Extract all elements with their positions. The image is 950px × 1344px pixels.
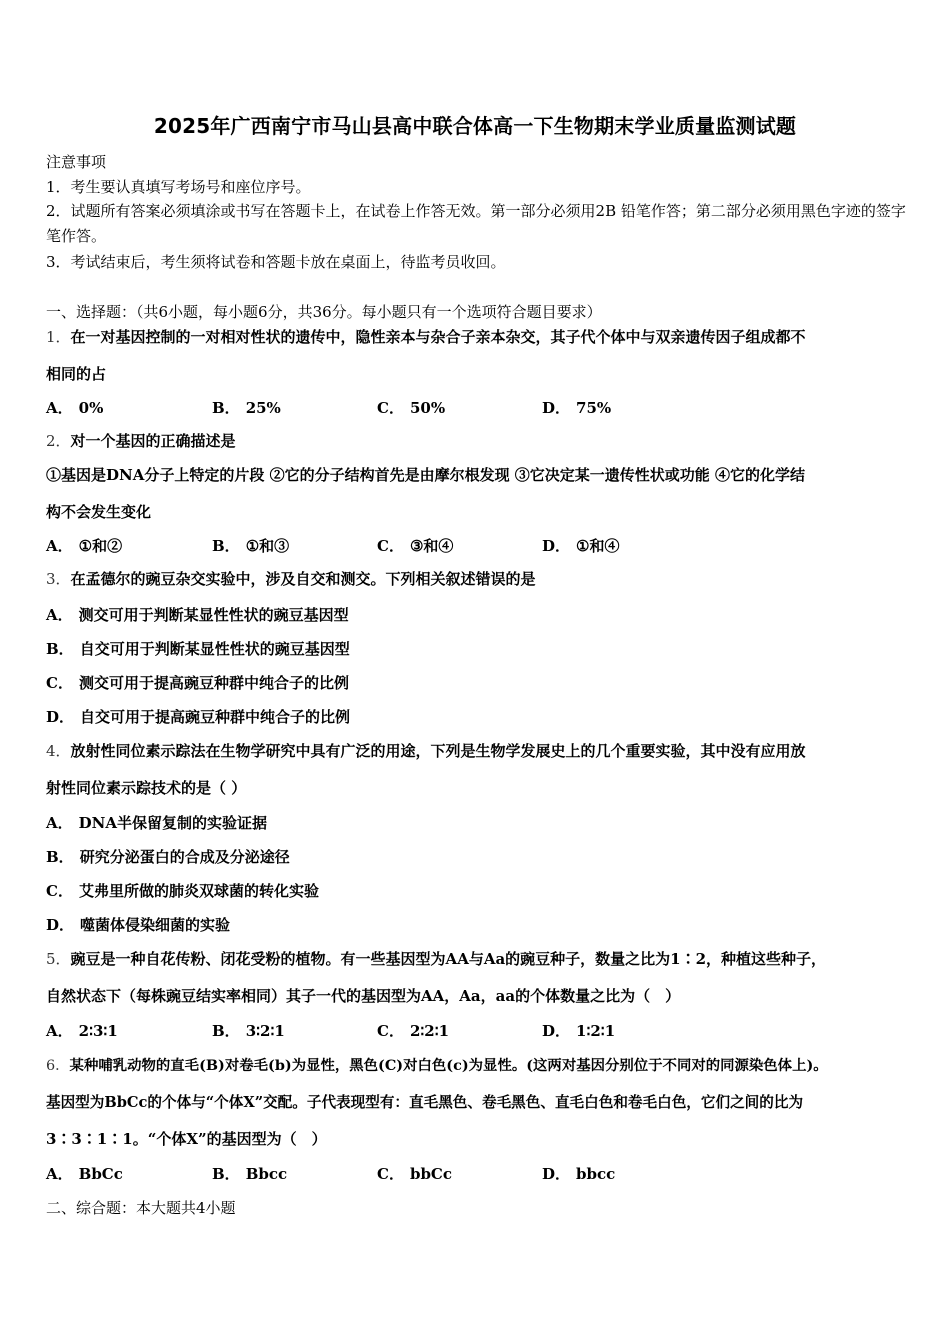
question-1-stem-cont: 相同的占 [46,365,107,383]
notice-item: 3．考试结束后，考生须将试卷和答题卡放在桌面上，待监考员收回。 [46,253,506,271]
option-b[interactable]: B． 25% [212,399,281,417]
option-d[interactable]: D． 自交可用于提高豌豆种群中纯合子的比例 [46,708,351,726]
question-3-stem: 3．在孟德尔的豌豆杂交实验中，涉及自交和测交。下列相关叙述错误的是 [46,570,536,588]
option-d[interactable]: D． 75% [542,399,612,417]
option-d[interactable]: D． ①和④ [542,537,620,555]
section-heading-choice: 一、选择题：（共6小题，每小题6分，共36分。每小题只有一个选项符合题目要求） [46,303,602,321]
question-4-stem: 4．放射性同位素示踪法在生物学研究中具有广泛的用途，下列是生物学发展史上的几个重要实验，其中没有应用放 [46,742,806,760]
page-title: 2025年广西南宁市马山县高中联合体高一下生物期末学业质量监测试题 [153,114,797,138]
question-6-stem-cont: 基因型为BbCc的个体与“个体X”交配。子代表现型有：直毛黑色、卷毛黑色、直毛白色和卷毛白色，它们之间的比为 [46,1094,804,1111]
question-5-options [46,1021,916,1043]
option-b[interactable]: B． 3∶2∶1 [212,1022,285,1040]
option-c[interactable]: C． 2∶2∶1 [377,1022,450,1040]
notice-item: 1．考生要认真填写考场号和座位序号。 [46,178,311,196]
question-5-stem: 5．豌豆是一种自花传粉、闭花受粉的植物。有一些基因型为AA与Aa的豌豆种子，数量之比为1∶2，种植这些种子， [46,950,827,968]
question-number: 1． [46,328,71,346]
option-a[interactable]: A． 0% [46,399,104,417]
question-1-stem [46,327,916,347]
option-a[interactable]: A． BbCc [46,1165,123,1183]
option-c[interactable]: C． bbCc [377,1165,453,1183]
option-d[interactable]: D． bbcc [542,1165,616,1183]
question-2-stem-cont: ①基因是DNA分子上特定的片段 ②它的分子结构首先是由摩尔根发现 ③它决定某一遗传性状或功能 ④它的化学结 [46,466,806,484]
option-c[interactable]: C． 50% [377,399,446,417]
option-c[interactable]: C． 测交可用于提高豌豆种群中纯合子的比例 [46,674,349,692]
option-b[interactable]: B． 自交可用于判断某显性性状的豌豆基因型 [46,640,350,658]
option-a[interactable]: A． ①和② [46,537,123,555]
notice-heading: 注意事项 [46,153,107,171]
question-1-options [46,398,916,420]
option-b[interactable]: B． 研究分泌蛋白的合成及分泌途径 [46,848,290,866]
option-c[interactable]: C． ③和④ [377,537,454,555]
option-d[interactable]: D． 1∶2∶1 [542,1022,616,1040]
option-a[interactable]: A． 测交可用于判断某显性性状的豌豆基因型 [46,606,349,624]
question-6-options [46,1164,916,1186]
option-c[interactable]: C． 艾弗里所做的肺炎双球菌的转化实验 [46,882,319,900]
question-2-options [46,536,916,558]
option-b[interactable]: B． Bbcc [212,1165,288,1183]
question-text: 在一对基因控制的一对相对性状的遗传中，隐性亲本与杂合子亲本杂交，其子代个体中与双亲遗传因子组成都不 [70,328,806,346]
question-6-stem-cont: 3∶3∶1∶1。“个体X”的基因型为（ ） [46,1130,327,1148]
option-b[interactable]: B． ①和③ [212,537,290,555]
question-4-stem-cont: 射性同位素示踪技术的是（ ） [46,779,247,797]
question-2-stem: 2．对一个基因的正确描述是 [46,432,236,450]
option-d[interactable]: D． 噬菌体侵染细菌的实验 [46,916,231,934]
question-6-stem: 6．某种哺乳动物的直毛(B)对卷毛(b)为显性，黑色(C)对白色(c)为显性。(这两对基因分别位于不同对的同源染色体上)。 [46,1057,828,1074]
option-a[interactable]: A． DNA半保留复制的实验证据 [46,814,267,832]
option-a[interactable]: A． 2∶3∶1 [46,1022,118,1040]
section-heading-comprehensive: 二、综合题：本大题共4小题 [46,1199,236,1217]
notice-item: 2．试题所有答案必须填涂或书写在答题卡上，在试卷上作答无效。第一部分必须用2B 铅笔作答；第二部分必须用黑色字迹的签字笔作答。 [46,202,906,245]
question-5-stem-cont: 自然状态下（每株豌豆结实率相同）其子一代的基因型为AA，Aa，aa的个体数量之比为（ ） [46,987,681,1005]
question-2-stem-cont: 构不会发生变化 [46,503,152,521]
